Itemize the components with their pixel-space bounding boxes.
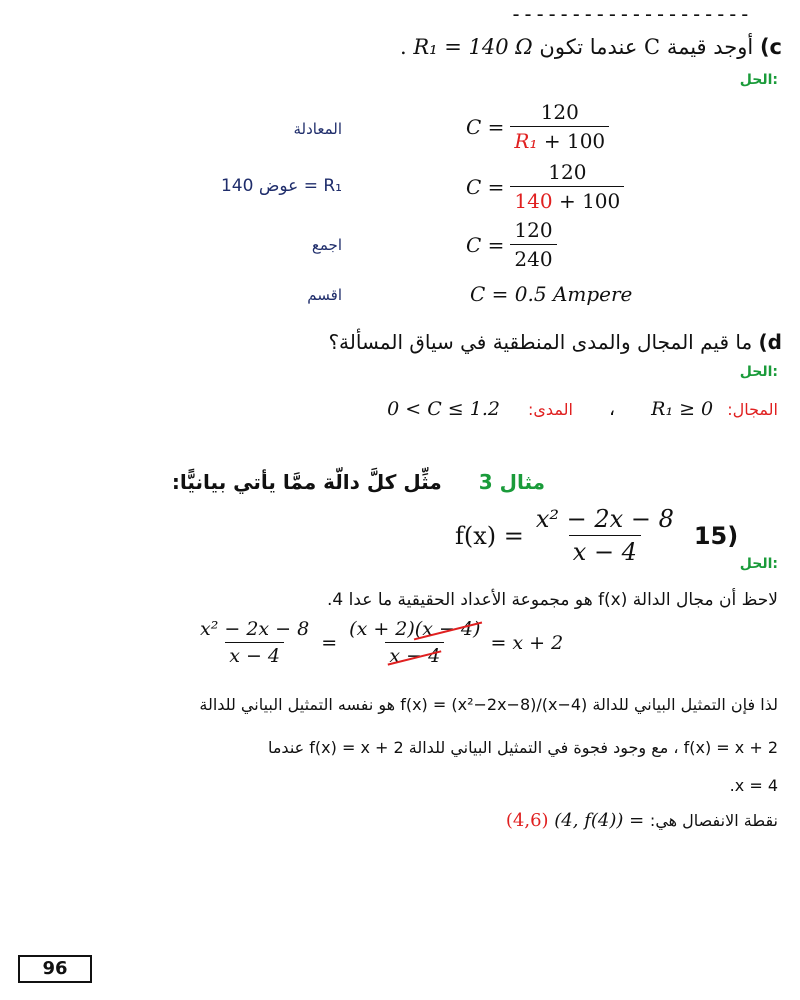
part-c-solution-label: الحل:: [739, 72, 778, 88]
part-c-var: C: [644, 35, 661, 59]
step1-lhs: C =: [466, 114, 505, 139]
domain-range-row: [387, 398, 778, 420]
part-d-text: ما قيم المجال والمدى المنطقية في سياق المسألة؟: [328, 330, 753, 354]
step3-denominator: 240: [510, 244, 556, 271]
factor-b-cancelled: (x − 4): [414, 618, 481, 640]
step3-fraction: [510, 218, 556, 271]
graph-paragraph-line1: لذا فإن التمثيل البياني للدالة f(x) = (x²−2x−8)/(x−4) هو نفسه التمثيل البياني للدالة: [199, 695, 778, 714]
domain-label: المجال:: [727, 400, 778, 419]
simplification-equation: [196, 618, 563, 667]
step-label-add: اجمع: [311, 236, 342, 254]
step2-den-rest: + 100: [558, 189, 621, 213]
part-c-letter: c): [759, 35, 782, 59]
step2-fraction: [510, 160, 624, 213]
step-equation-3: [466, 218, 557, 271]
step-equation-1: [466, 100, 609, 153]
example-instruction: مثِّل كلَّ دالّة ممَّا يأتي بيانيًّا:: [171, 470, 442, 494]
simp-fraction-factored: [345, 618, 484, 667]
factor-a: (x + 2): [349, 618, 415, 640]
example-title: مثال 3: [478, 470, 545, 494]
part-c-condition: R₁ = 140 Ω: [413, 35, 533, 59]
step-equation-2: [466, 160, 624, 213]
step-label-divide: اقسم: [307, 286, 342, 304]
discontinuity-label: نقطة الانفصال هي:: [649, 811, 778, 830]
discontinuity-value: (4,6): [505, 810, 549, 831]
domain-value: R₁ ≥ 0: [651, 398, 714, 420]
equals-sign: =: [321, 631, 338, 654]
part-d-solution-label: الحل:: [739, 364, 778, 380]
step-label-substitute: [221, 176, 342, 196]
simp-result: = x + 2: [490, 631, 564, 654]
step2-den-value: 140: [514, 189, 553, 213]
step2-numerator: 120: [548, 160, 587, 184]
step2-label: عوض 140 = R₁: [220, 176, 342, 196]
problem-number: 15): [693, 521, 739, 550]
example-header: [172, 470, 545, 494]
part-c-dot: .: [400, 35, 407, 59]
range-label: المدى:: [528, 400, 573, 419]
graph-paragraph-line3: x = 4.: [729, 776, 778, 795]
dashed-separator: --------------------: [510, 2, 751, 26]
range-value: 0 < C ≤ 1.2: [387, 398, 500, 420]
discontinuity-row: [506, 810, 778, 831]
simp-original-numerator: x² − 2x − 8: [200, 618, 310, 640]
step3-lhs: C =: [466, 232, 505, 257]
discontinuity-expression: (4, f(4)) =: [554, 810, 645, 831]
step1-fraction: [510, 100, 609, 153]
problem-function-lhs: f(x) =: [455, 521, 524, 550]
step-label-equation: المعادلة: [293, 120, 342, 138]
step1-numerator: 120: [540, 100, 579, 124]
problem-function-denominator: x − 4: [569, 535, 641, 566]
step1-den-var: R₁: [514, 129, 538, 153]
domain-range-separator: ،: [608, 398, 616, 420]
problem-function-fraction: [532, 505, 678, 566]
graph-paragraph-line2: f(x) = x + 2 ، مع وجود فجوة في التمثيل البياني للدالة f(x) = x + 2 عندما: [267, 738, 778, 757]
simp-fraction-original: [196, 618, 313, 667]
problem-15: [455, 505, 738, 566]
step4-result: C = 0.5 Ampere: [470, 282, 633, 306]
page-number: 96: [18, 955, 92, 983]
problem-function-numerator: x² − 2x − 8: [535, 505, 674, 533]
part-d-letter: d): [758, 330, 782, 354]
simp-original-denominator: x − 4: [225, 642, 284, 667]
step1-den-rest: + 100: [543, 129, 606, 153]
step2-lhs: C =: [466, 174, 505, 199]
step3-numerator: 120: [514, 218, 553, 242]
part-c-question-mid: عندما تكون: [539, 35, 638, 59]
part-c-question: [400, 35, 782, 59]
factored-den-cancelled: x − 4: [389, 645, 441, 667]
part-d-question: [328, 330, 782, 354]
part-c-question-pre: أوجد قيمة: [666, 35, 754, 59]
example-solution-label: الحل:: [739, 556, 778, 572]
domain-note: لاحظ أن مجال الدالة f(x) هو مجموعة الأعداد الحقيقية ما عدا 4.: [327, 590, 778, 610]
